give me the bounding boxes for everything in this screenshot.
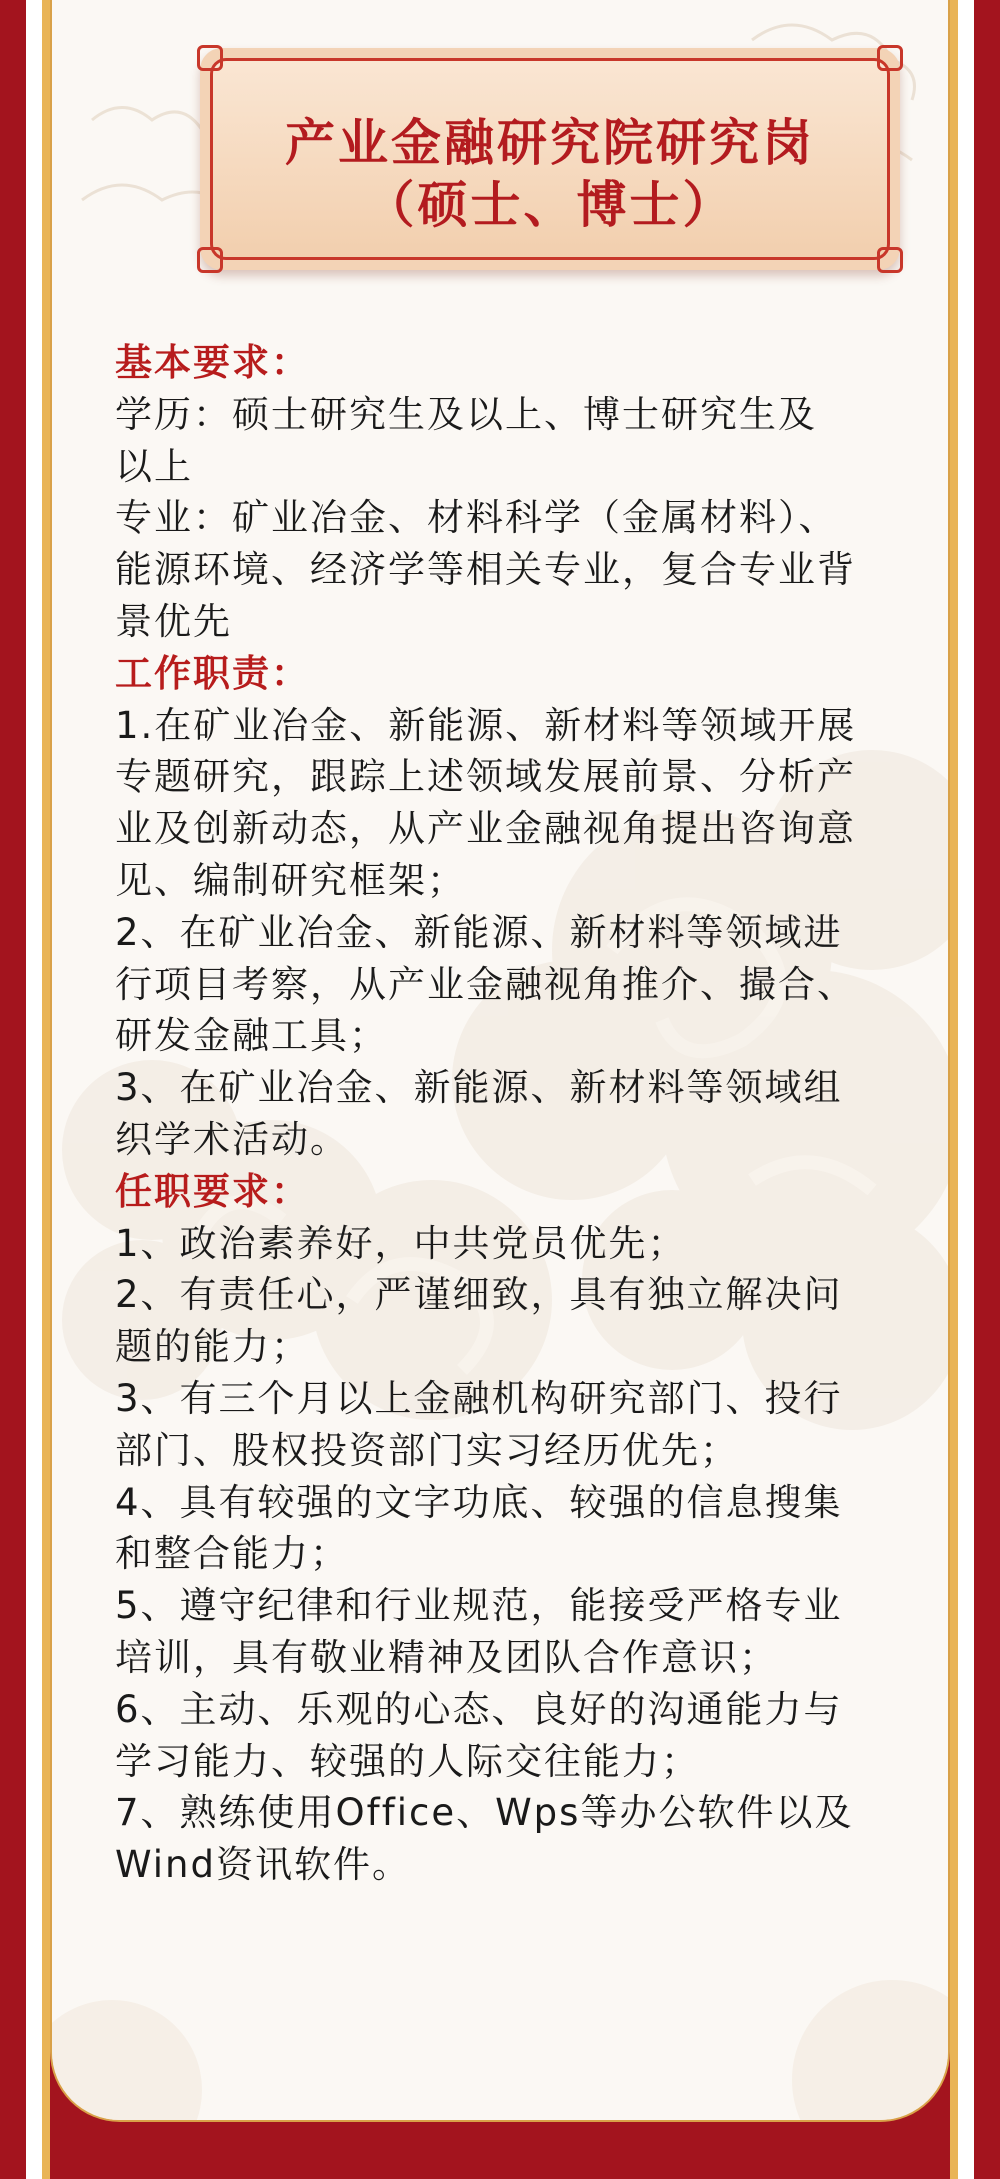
text-line: 3、有三个月以上金融机构研究部门、投行 <box>115 1376 843 1420</box>
title-line-2: （硕士、博士） <box>364 176 736 234</box>
title-line-1: 产业金融研究院研究岗 <box>285 114 815 172</box>
text-line: 和整合能力； <box>115 1532 349 1576</box>
text-line: 3、在矿业冶金、新能源、新材料等领域组 <box>115 1066 843 1110</box>
text-line: 题的能力； <box>115 1325 310 1369</box>
text-line: 能源环境、经济学等相关专业，复合专业背 <box>115 548 856 592</box>
section-heading: 工作职责： <box>115 651 310 695</box>
title-banner <box>200 48 900 270</box>
text-line: 2、有责任心，严谨细致，具有独立解决问 <box>115 1273 843 1317</box>
text-line: 业及创新动态，从产业金融视角提出咨询意 <box>115 807 856 851</box>
text-line: 以上 <box>115 444 193 488</box>
right-gold-edge <box>950 0 958 2179</box>
frame-corner-ornament <box>877 45 903 71</box>
section-heading: 基本要求： <box>115 341 310 384</box>
text-line: 部门、股权投资部门实习经历优先； <box>115 1428 739 1472</box>
text-line: 7、熟练使用Office、Wps等办公软件以及 <box>115 1791 854 1835</box>
right-border-stripe <box>958 0 974 2179</box>
text-line: 1、政治素养好，中共党员优先； <box>115 1221 687 1265</box>
text-line: Wind资讯软件。 <box>115 1843 411 1887</box>
text-line: 研发金融工具； <box>115 1014 388 1058</box>
text-line: 专题研究，跟踪上述领域发展前景、分析产 <box>115 755 856 799</box>
text-line: 培训，具有敬业精神及团队合作意识； <box>115 1635 778 1679</box>
text-line: 专业：矿业冶金、材料科学（金属材料）、 <box>115 496 838 540</box>
text-line: 2、在矿业冶金、新能源、新材料等领域进 <box>115 910 843 954</box>
text-line: 行项目考察，从产业金融视角推介、撮合、 <box>115 962 856 1006</box>
text-line: 6、主动、乐观的心态、良好的沟通能力与 <box>115 1687 843 1731</box>
frame-corner-ornament <box>197 247 223 273</box>
text-line: 1.在矿业冶金、新能源、新材料等领域开展 <box>115 703 857 747</box>
text-line: 4、具有较强的文字功底、较强的信息搜集 <box>115 1480 843 1524</box>
text-line: 5、遵守纪律和行业规范，能接受严格专业 <box>115 1584 843 1628</box>
text-line: 学习能力、较强的人际交往能力； <box>115 1739 700 1783</box>
left-gold-edge <box>42 0 50 2179</box>
left-border-stripe <box>26 0 42 2179</box>
frame-corner-ornament <box>197 45 223 71</box>
text-line: 见、编制研究框架； <box>115 858 466 902</box>
text-line: 学历：硕士研究生及以上、博士研究生及 <box>115 392 817 436</box>
text-line: 景优先 <box>115 599 232 643</box>
section-heading: 任职要求： <box>115 1169 310 1213</box>
text-line: 织学术活动。 <box>115 1117 349 1161</box>
job-description <box>115 337 895 1891</box>
frame-corner-ornament <box>877 247 903 273</box>
